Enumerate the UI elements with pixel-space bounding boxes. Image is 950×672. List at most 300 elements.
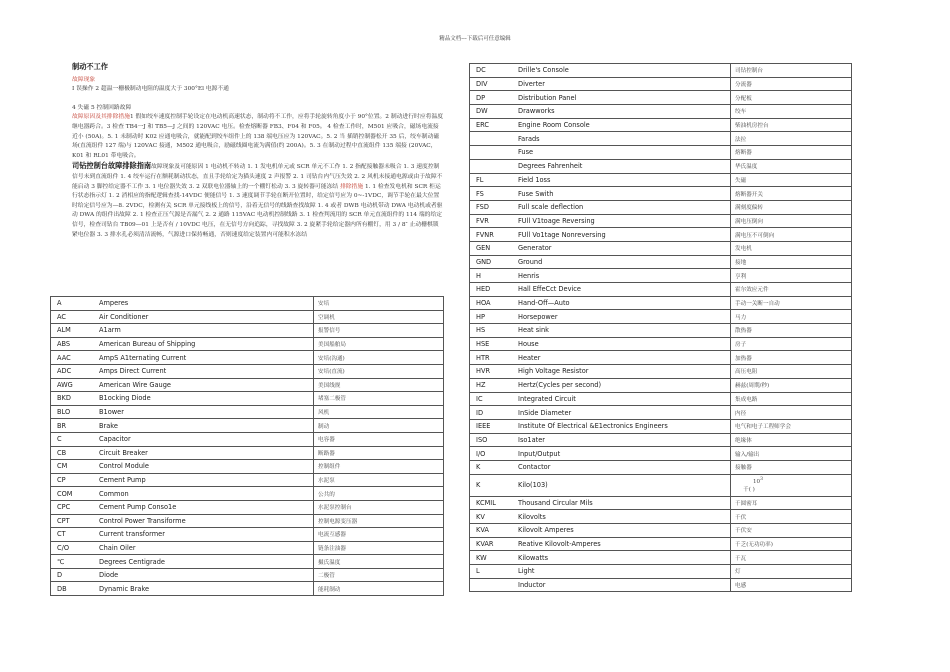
table-row [470, 578, 852, 592]
term-cell [470, 392, 731, 406]
fault-line-1: Ⅰ 误操作 2 超温一栅极制动电阻的温度大于 300°El 电源不通 [72, 86, 229, 93]
term-chinese: 熔断器开关 [731, 187, 852, 201]
term-english: Cement Pump [99, 476, 146, 485]
term-chinese: 公共的 [314, 487, 444, 501]
term-english: Kilovolts [518, 512, 546, 521]
term-cell [51, 446, 314, 460]
term-chinese: 法拉 [731, 132, 852, 146]
table-row [470, 159, 852, 173]
abbreviation-table-left [50, 296, 444, 596]
term-abbreviation: CP [57, 476, 66, 485]
kilo-notation [735, 476, 763, 494]
term-cell [470, 565, 731, 579]
term-cell [51, 528, 314, 542]
paragraph-1-body: 1 假如绞车速度控制手轮设定在电动机高速状态，制动将不工作，应将手轮旋转角度小于 90°位置。2 制动进行时应将温度继电器跨合。3 检查 TB4一J 和 TB5—J 之间的 120VAC 电压。检查熔断器 FB3、F04 和 F05。 4 检查工作时，M501 应吸合，磁场电流接近小 (50A)。5. 1 未制动时 K02 应通电吸合，就能配到绞车组件上的 138 端电压应为 120VAC。5. 2 当 插销控制器松开 35 后，绞车制动磁场(直流组件 127 端)与 120VAC 接通，M502 通电吸合，励磁线圈电流为满值(约 200A)。5. 3 在制动过程中直流组件 135 端接 (20VAC，K01 和 RL01 带电吸合。 [72, 114, 444, 159]
term-abbreviation: CPT [57, 516, 70, 525]
term-chinese: 安培(直流) [314, 364, 444, 378]
term-chinese: 灯 [731, 565, 852, 579]
table-row [470, 392, 852, 406]
term-english: Hall EffeCct Device [518, 285, 581, 294]
term-abbreviation: HED [476, 285, 491, 294]
term-abbreviation: CM [57, 462, 68, 471]
table-row [51, 297, 444, 311]
term-abbreviation: C [57, 435, 62, 444]
term-cell [51, 337, 314, 351]
table-row [470, 77, 852, 91]
term-abbreviation: HZ [476, 381, 486, 390]
term-chinese: 电感 [731, 578, 852, 592]
fault-line-2: 4 失磁 5 控制回路故障 [72, 104, 132, 111]
term-english: AmpS A1ternating Current [99, 353, 187, 362]
term-chinese: 堵塞二极管 [314, 392, 444, 406]
term-chinese: 满电压不可倒向 [731, 228, 852, 242]
term-abbreviation: FSD [476, 203, 489, 212]
term-cell [470, 77, 731, 91]
table-row [51, 364, 444, 378]
term-cell [51, 310, 314, 324]
term-english: Henris [518, 271, 540, 280]
term-abbreviation: AWG [57, 380, 73, 389]
term-abbreviation: DB [57, 584, 67, 593]
term-cell [51, 324, 314, 338]
term-cell [51, 460, 314, 474]
term-chinese: 绝缘体 [731, 433, 852, 447]
term-chinese: 水泥泵控制台 [314, 500, 444, 514]
term-english: Institute Of Electrical &E1ectronics Engineers [518, 422, 668, 431]
term-cell [470, 283, 731, 297]
term-cell [51, 582, 314, 596]
term-chinese: 安培(沟通) [314, 351, 444, 365]
table-row [470, 296, 852, 310]
table-row [470, 378, 852, 392]
term-english: Horsepower [518, 312, 558, 321]
table-row [470, 351, 852, 365]
table-row [51, 568, 444, 582]
term-abbreviation: ERC [476, 121, 490, 130]
paragraph-2-label: 排除措施 [339, 183, 364, 190]
term-english: Common [99, 489, 129, 498]
term-chinese: 千伏 [731, 510, 852, 524]
table-row [470, 269, 852, 283]
term-english: Heater [518, 353, 541, 362]
table-row [51, 351, 444, 365]
table-row [51, 514, 444, 528]
term-english: Light [518, 567, 535, 576]
term-cell [470, 419, 731, 433]
kilo-power [735, 479, 763, 485]
term-abbreviation: DIV [476, 80, 488, 89]
term-chinese: 华氏温度 [731, 159, 852, 173]
term-english: Circuit Breaker [99, 448, 148, 457]
term-abbreviation: A [57, 299, 62, 308]
section-title: 制动不工作 [72, 62, 108, 71]
term-cell [470, 460, 731, 474]
term-english: Control Power Transiforme [99, 516, 186, 525]
term-cell [470, 159, 731, 173]
term-english: Control Module [99, 462, 149, 471]
term-english: Integrated Circuit [518, 394, 576, 403]
term-abbreviation: COM [57, 489, 73, 498]
term-cell [470, 433, 731, 447]
table-row [51, 500, 444, 514]
term-chinese: 失磁 [731, 173, 852, 187]
table-row [470, 64, 852, 78]
term-abbreviation: BLO [57, 408, 71, 417]
term-cell [51, 568, 314, 582]
term-abbreviation: AC [57, 312, 66, 321]
section-subtitle: 故障现象 [72, 76, 96, 83]
table-row [470, 510, 852, 524]
term-chinese: 千瓦 [731, 551, 852, 565]
table-row [51, 405, 444, 419]
term-chinese: 接地 [731, 255, 852, 269]
term-english: Generator [518, 244, 552, 253]
term-english: Distribution Panel [518, 93, 577, 102]
term-english: Cement Pump Conso1e [99, 503, 177, 512]
term-cell [470, 214, 731, 228]
term-english: Dynamic Brake [99, 584, 150, 593]
table-row [470, 447, 852, 461]
paragraph-1-label: 故障原因及其排除措施 [72, 114, 130, 121]
term-chinese: 美国船舶局 [314, 337, 444, 351]
term-english: Reative Kilovolt-Amperes [518, 540, 601, 549]
term-chinese: 电容器 [314, 432, 444, 446]
term-chinese: 霍尔效应元件 [731, 283, 852, 297]
term-abbreviation: BKD [57, 394, 71, 403]
term-cell [470, 146, 731, 160]
paragraph-2 [72, 161, 444, 240]
term-cell [470, 406, 731, 420]
term-english: Fuse Swith [518, 189, 554, 198]
paragraph-2-body-b: 1. 1 检查发电机和 SCR 柜运行状态指示灯 1. 2 消相应的指配逻辑查找-14VDC 便能信号 1. 3 速度调节手轮在断开位置时，给定信号应为 0~-1VDC，调节手轮在最大位置时给定信号应为—8. 2VDC，检测有关 SCR 单元接线板上的信号，沿着无信号的线路查找故障 1. 4 或者 DWB 电动机带动 DWA 电动机或者驱动 DWA 的组件出故障 2. 1 检查正压气源是否漏气 2. 2 通路 115VAC 电动机控制线路 3. 1 检查判流用的 SCR 单元直流组件的 114 端的给定信号，检查司钻台 TB09—01 上是否有 / 10VDC 电压，在无信号方向追踪，寻找故障 3. 2 旋紧手轮给定器内所有棚钉，用 3 / 8″ 止动栅棋锁紧电位器 3. 3 排水孔必须清洁流畅，气源进口保持畅通，否则速度给定装置内可能积水冻结 [72, 183, 443, 238]
term-cell [470, 365, 731, 379]
term-english: Heat sink [518, 326, 550, 335]
term-english: Kilovolt Amperes [518, 526, 574, 535]
table-row [51, 582, 444, 596]
term-english: Capacitor [99, 435, 131, 444]
term-cell [470, 378, 731, 392]
term-chinese: 安培 [314, 297, 444, 311]
term-english: B1ocking Diode [99, 394, 151, 403]
term-english: Drille's Console [518, 66, 569, 75]
term-abbreviation: CT [57, 530, 66, 539]
term-chinese: 司钻控制台 [731, 64, 852, 78]
term-abbreviation: FVNR [476, 230, 494, 239]
term-chinese: 二极管 [314, 568, 444, 582]
table-row [51, 460, 444, 474]
term-chinese: 输入/输出 [731, 447, 852, 461]
table-row [470, 105, 852, 119]
term-english: Contactor [518, 463, 551, 472]
term-abbreviation: DC [476, 66, 486, 75]
term-english: Thousand Circular Mils [518, 498, 593, 507]
table-row [470, 255, 852, 269]
term-chinese: 能耗制动 [314, 582, 444, 596]
term-chinese [731, 474, 852, 496]
term-abbreviation: KVA [476, 526, 489, 535]
table-row [470, 537, 852, 551]
term-abbreviation: D [57, 571, 63, 580]
table-row [51, 487, 444, 501]
term-english: Kilo(103) [518, 481, 548, 490]
term-cell [470, 91, 731, 105]
term-cell [470, 510, 731, 524]
table-row [470, 187, 852, 201]
table-row [470, 310, 852, 324]
term-chinese: 风机 [314, 405, 444, 419]
table-row [470, 228, 852, 242]
table-row [470, 565, 852, 579]
table-row [470, 118, 852, 132]
term-cell [470, 496, 731, 510]
term-abbreviation: ℃ [57, 557, 65, 566]
troubleshooting-text [72, 62, 444, 240]
term-cell [470, 173, 731, 187]
table-row [51, 419, 444, 433]
term-english: Diode [99, 571, 119, 580]
term-english: Hertz(Cycles per second) [518, 381, 602, 390]
term-chinese: 亨利 [731, 269, 852, 283]
term-chinese: 手动一关断一自动 [731, 296, 852, 310]
term-cell [51, 351, 314, 365]
term-chinese: 制动 [314, 419, 444, 433]
term-abbreviation: FS [476, 189, 484, 198]
table-row [470, 419, 852, 433]
term-cell [51, 297, 314, 311]
table-row [470, 524, 852, 538]
paragraph-2-body-a: 故障现象及可能原因 1 电动机不转动 1. 1 发电机单元或 SCR 单元不工作 1. 2 指配接触器未吸合 1. 3 速度控制信号未到直流组件 1. 4 绞车运行在额耗制动状态，直且手轮给定为猫头速度 2 声报警 2. 1 司钻台内气压失效 2. 2 风机未接通电源或由于故障不能启动 3 脚控给定器不工作 3. 1 电位器失效 3. 2 双联电位器轴上的一个棚钉松动 3. 3 旋转器可能冻结 [72, 164, 443, 190]
kilo-exponent: 3 [760, 477, 763, 483]
term-cell [51, 432, 314, 446]
table-row [51, 337, 444, 351]
table-row [51, 446, 444, 460]
term-english: Input/Output [518, 449, 561, 458]
term-cell [51, 514, 314, 528]
term-english: Brake [99, 421, 118, 430]
table-row [51, 392, 444, 406]
term-abbreviation: CPC [57, 503, 71, 512]
term-abbreviation: C/O [57, 543, 70, 552]
term-chinese: 分流器 [731, 77, 852, 91]
term-english: Degrees Centigrade [99, 557, 165, 566]
term-cell [470, 578, 731, 592]
term-cell [51, 555, 314, 569]
term-abbreviation: HSE [476, 340, 490, 349]
table-row [51, 555, 444, 569]
term-english: Fuse [518, 148, 534, 157]
table-row [470, 406, 852, 420]
term-abbreviation: I/O [476, 449, 486, 458]
term-cell [470, 228, 731, 242]
term-abbreviation: FL [476, 175, 484, 184]
table-row [51, 310, 444, 324]
term-english: Diverter [518, 80, 545, 89]
term-english: B1ower [99, 408, 124, 417]
term-english: Inductor [518, 581, 546, 590]
kilo-base: 10 [753, 479, 761, 486]
term-english: InSide Diameter [518, 408, 572, 417]
term-english: American Bureau of Shipping [99, 340, 196, 349]
term-abbreviation: K [476, 481, 481, 490]
term-chinese: 水泥泵 [314, 473, 444, 487]
term-cell [470, 105, 731, 119]
term-chinese: 高压电阻 [731, 365, 852, 379]
term-chinese: 房子 [731, 337, 852, 351]
term-english: Air Conditioner [99, 312, 149, 321]
term-abbreviation: KV [476, 512, 485, 521]
term-abbreviation: HTR [476, 353, 490, 362]
term-cell [51, 500, 314, 514]
term-english: Ground [518, 257, 543, 266]
term-cell [51, 473, 314, 487]
term-abbreviation: IC [476, 394, 483, 403]
term-abbreviation: L [476, 567, 480, 576]
paragraph-1 [72, 113, 444, 161]
term-cell [51, 405, 314, 419]
table-row [470, 132, 852, 146]
term-english: Kilowatts [518, 553, 549, 562]
table-row [470, 365, 852, 379]
term-cell [470, 269, 731, 283]
term-chinese: 控制电源变压器 [314, 514, 444, 528]
term-cell [470, 447, 731, 461]
term-english: Drawworks [518, 107, 555, 116]
term-english: A1arm [99, 326, 121, 335]
term-abbreviation: DW [476, 107, 488, 116]
term-abbreviation: CB [57, 448, 67, 457]
term-abbreviation: K [476, 463, 481, 472]
term-cell [51, 541, 314, 555]
term-english: FUll Vo1tage Nonreversing [518, 230, 606, 239]
term-cell [470, 324, 731, 338]
term-chinese: 加热器 [731, 351, 852, 365]
term-english: Farads [518, 134, 540, 143]
term-english: Chain Oiler [99, 543, 136, 552]
term-chinese: 电气和电子工程师学会 [731, 419, 852, 433]
term-chinese: 空调机 [314, 310, 444, 324]
term-chinese: 发电机 [731, 241, 852, 255]
term-chinese: 千乏(无功功率) [731, 537, 852, 551]
term-cell [470, 255, 731, 269]
table-row [470, 241, 852, 255]
term-chinese: 链条注油器 [314, 541, 444, 555]
term-cell [470, 537, 731, 551]
term-cell [470, 118, 731, 132]
term-chinese: 报警信号 [314, 324, 444, 338]
term-cell [470, 524, 731, 538]
term-cell [470, 351, 731, 365]
table-row [470, 460, 852, 474]
term-chinese: 摄氏温度 [314, 555, 444, 569]
table-row [51, 378, 444, 392]
term-cell [470, 187, 731, 201]
term-chinese: 柴油机房控台 [731, 118, 852, 132]
term-english: Engine Room Console [518, 121, 590, 130]
term-english: Iso1ater [518, 435, 546, 444]
term-cell [470, 474, 731, 496]
term-abbreviation: ID [476, 408, 484, 417]
term-chinese: 断路器 [314, 446, 444, 460]
term-cell [51, 364, 314, 378]
term-chinese: 电流互感器 [314, 528, 444, 542]
table-row [470, 337, 852, 351]
term-english: Degrees Fahrenheit [518, 162, 583, 171]
table-row [470, 496, 852, 510]
table-row [470, 551, 852, 565]
table-row [51, 473, 444, 487]
term-cell [470, 551, 731, 565]
term-abbreviation: ALM [57, 326, 71, 335]
term-cell [51, 392, 314, 406]
term-abbreviation: GEN [476, 244, 491, 253]
term-cell [51, 487, 314, 501]
term-abbreviation: ABS [57, 340, 71, 349]
term-chinese: 满电压倒向 [731, 214, 852, 228]
term-chinese: 美国线规 [314, 378, 444, 392]
term-chinese: 内径 [731, 406, 852, 420]
table-row [470, 214, 852, 228]
term-english: Amperes [99, 299, 129, 308]
table-row [51, 432, 444, 446]
term-english: Full scale deflection [518, 203, 584, 212]
term-chinese: 绞车 [731, 105, 852, 119]
term-abbreviation: KCMIL [476, 498, 496, 507]
term-chinese: 千伏安 [731, 524, 852, 538]
term-chinese: 控制组件 [314, 460, 444, 474]
table-row [51, 324, 444, 338]
term-cell [470, 64, 731, 78]
term-abbreviation: ISO [476, 435, 488, 444]
term-cell [51, 419, 314, 433]
term-abbreviation: KVAR [476, 540, 494, 549]
term-cell [470, 310, 731, 324]
term-chinese: 赫兹(周期/秒) [731, 378, 852, 392]
table-row [470, 474, 852, 496]
term-cell [470, 296, 731, 310]
table-row [470, 433, 852, 447]
term-cell [51, 378, 314, 392]
term-abbreviation: BR [57, 421, 67, 430]
term-cell [470, 241, 731, 255]
term-abbreviation: AAC [57, 353, 71, 362]
term-cell [470, 132, 731, 146]
term-abbreviation: KW [476, 553, 487, 562]
term-abbreviation: FVR [476, 216, 489, 225]
term-english: Amps Direct Current [99, 367, 167, 376]
table-row [470, 146, 852, 160]
term-abbreviation: ADC [57, 367, 72, 376]
term-abbreviation: DP [476, 93, 486, 102]
term-chinese: 千圆密耳 [731, 496, 852, 510]
kilo-chinese: 千( ) [743, 487, 755, 494]
term-abbreviation: HOA [476, 299, 491, 308]
table-row [470, 173, 852, 187]
term-cell [470, 200, 731, 214]
term-english: FUll V1toage Reversing [518, 216, 595, 225]
term-chinese: 接触器 [731, 460, 852, 474]
term-chinese: 马力 [731, 310, 852, 324]
table-row [470, 324, 852, 338]
table-row [470, 200, 852, 214]
term-chinese: 散热器 [731, 324, 852, 338]
paragraph-2-title: 司钻控制台故障排除指南 [72, 161, 152, 171]
page-header: 精品文档---下载后可任意编辑 [439, 36, 511, 42]
term-english: Field 1oss [518, 175, 551, 184]
term-abbreviation: H [476, 271, 481, 280]
term-english: House [518, 340, 539, 349]
term-abbreviation: IEEE [476, 422, 491, 431]
term-abbreviation: HS [476, 326, 486, 335]
